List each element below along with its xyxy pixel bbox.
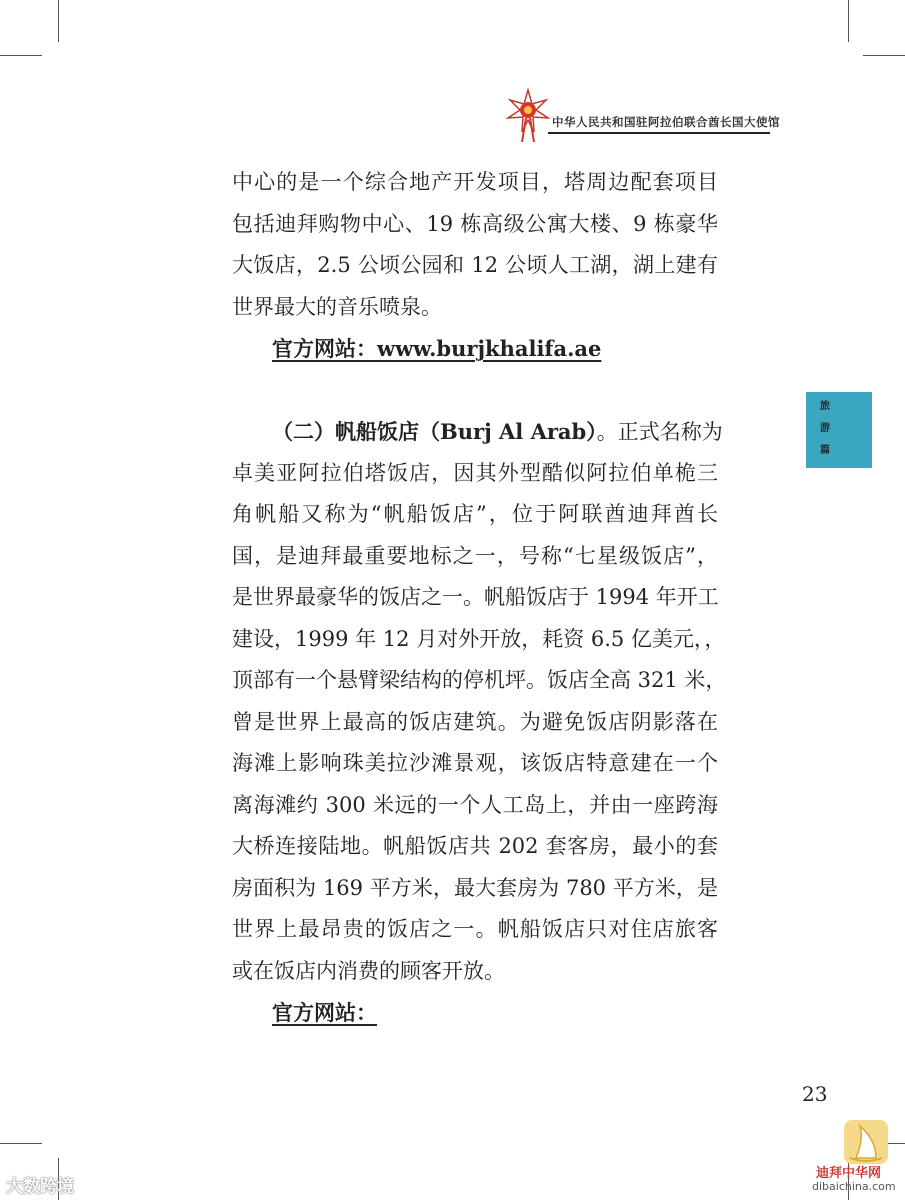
text-line: 顶部有一个悬臂梁结构的停机坪。饭店全高 321 米，	[232, 668, 727, 692]
text-line: 是世界最豪华的饭店之一。帆船饭店于 1994 年开工	[232, 585, 719, 609]
section-heading: （二）帆船饭店（Burj Al Arab）	[272, 419, 597, 444]
text-line: 角帆船又称为“帆船饭店”，位于阿联酋迪拜酋长	[232, 502, 718, 526]
watermark-right-name: 迪拜中华网	[816, 1166, 882, 1181]
text-line: 包括迪拜购物中心、19 栋高级公寓大楼、9 栋豪华	[232, 211, 718, 236]
text-line: 离海滩约 300 米远的一个人工岛上，并由一座跨海	[232, 792, 718, 817]
paragraph-gap	[232, 370, 718, 412]
text-line: 大饭店，2.5 公顷公园和 12 公顷人工湖，湖上建有	[232, 253, 718, 277]
text-line: 国，是迪拜最重要地标之一，号称“七星级饭店”，	[232, 543, 718, 568]
header-rule	[548, 132, 770, 134]
crop-mark	[0, 1143, 42, 1144]
page-header	[500, 88, 780, 144]
sail-logo-icon	[842, 1118, 890, 1166]
section-heading-rest: 。正式名称为	[596, 420, 723, 444]
text-line: 建设，1999 年 12 月对外开放，耗资 6.5 亿美元，，	[232, 626, 726, 651]
text-line: 海滩上影响珠美拉沙滩景观，该饭店特意建在一个	[232, 751, 718, 775]
crop-mark	[848, 0, 849, 42]
text-line: 世界上最昂贵的饭店之一。帆船饭店只对住店旅客	[232, 917, 718, 941]
watermark-left: 大数跨境	[6, 1177, 74, 1197]
crop-mark	[863, 55, 905, 56]
text-line: 或在饭店内消费的顾客开放。	[232, 958, 505, 983]
section-heading-line	[232, 411, 723, 453]
body-text	[232, 162, 727, 1034]
text-line: 世界最大的音乐喷泉。	[232, 294, 442, 319]
embassy-title: 中华人民共和国驻阿拉伯联合酋长国大使馆	[552, 115, 780, 129]
text-line: 曾是世界上最高的饭店建筑。为避免饭店阴影落在	[232, 709, 718, 734]
watermark-right-url: dibaichina.com	[812, 1180, 896, 1193]
official-website-burj-al-arab[interactable]: 官方网站：	[272, 1000, 377, 1025]
page-number: 23	[802, 1082, 828, 1106]
crop-mark	[0, 55, 42, 56]
official-website-burj-khalifa[interactable]: 官方网站：www.burjkhalifa.ae	[272, 336, 602, 361]
embassy-emblem-icon	[504, 88, 552, 144]
text-line: 大桥连接陆地。帆船饭店共 202 套客房，最小的套	[232, 834, 718, 858]
crop-mark	[58, 0, 59, 42]
text-line: 中心的是一个综合地产开发项目，塔周边配套项目	[232, 170, 718, 194]
text-line: 房面积为 169 平方米，最大套房为 780 平方米，是	[232, 875, 718, 900]
side-tab-label: 旅游篇	[820, 401, 830, 456]
text-line: 卓美亚阿拉伯塔饭店，因其外型酷似阿拉伯单桅三	[232, 460, 718, 485]
side-section-tab	[806, 392, 872, 468]
